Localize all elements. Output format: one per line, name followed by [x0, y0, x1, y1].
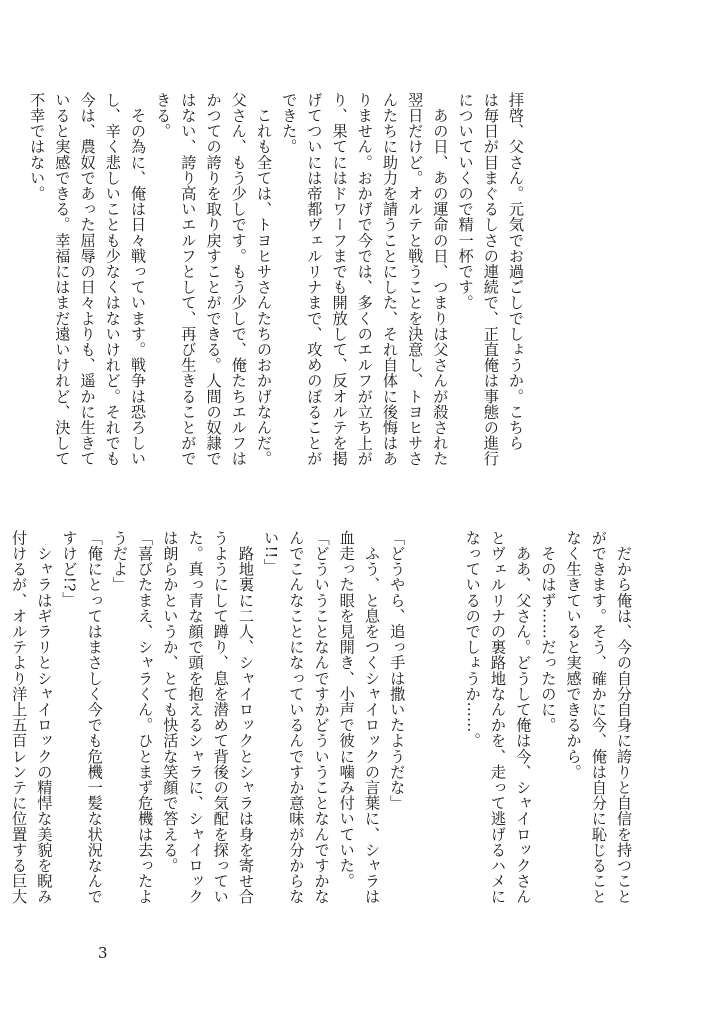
text-column: とヴェルリナの裏路地なんかを、走って逃げるハメに [488, 530, 507, 905]
text-column: は朗らかというか、とても快活な笑顔で答える。 [161, 530, 180, 874]
text-column: 「どうやら、追っ手は撒いたようだな」 [388, 530, 407, 811]
text-column: いると実感できる。幸福にはまだ遠いけれど、決して [53, 92, 72, 467]
text-column: できた。 [280, 92, 299, 155]
text-column: だから俺は、今の自分自身に誇りと自信を持つこと [615, 530, 633, 905]
text-column: た。真っ青な顔で頭を抱えるシャラに、シャイロック [186, 530, 205, 905]
page-number: 3 [98, 944, 108, 962]
text-column: うようにして蹲り、息を潜めて背後の気配を探ってい [211, 530, 230, 905]
text-column: 不幸ではない。 [28, 92, 47, 202]
text-block-bottom [10, 530, 636, 934]
text-column: ああ、父さん。どうして俺は今、シャイロックさん [514, 530, 533, 905]
text-column: なく生きていると実感できるから。 [564, 530, 583, 780]
text-column: は毎日が目まぐるしさの連続で、正直俺は事態の進行 [481, 92, 500, 467]
text-column: 拝啓、父さん。元気でお過ごしでしょうか。こちら [507, 92, 525, 451]
text-column: 「喜びたまえ、シャラくん。ひとまず危機は去ったよ [136, 530, 155, 905]
text-column: シャラはギラリとシャイロックの精悍な美貌を睨み [35, 530, 54, 905]
text-column: その為に、俺は日々戦っています。戦争は恐ろしい [128, 92, 147, 467]
text-column: り、果てにはドワーフまでも開放して、反オルテを掲 [330, 92, 349, 467]
text-column: そのはず……だったのに。 [539, 530, 558, 733]
text-column: げてついには帝都ヴェルリナまで、攻めのぼることが [305, 92, 324, 467]
text-column: なっているのでしょうか……。 [463, 530, 482, 749]
text-column: 付けるが、オルテより洋上五百レンテに位置する巨大 [10, 530, 29, 905]
text-column: はない、誇り高いエルフとして、再び生きることがで [179, 92, 198, 467]
text-column: かつての誇りを取り戻すことができる。人間の奴隷で [204, 92, 223, 467]
text-column: ふう、と息をつくシャイロックの言葉に、シャラは [362, 530, 381, 905]
text-column [409, 530, 434, 934]
text-column: すけど!?」 [60, 530, 79, 608]
text-column: んでこんなことになっているんですか意味が分からな [287, 530, 306, 905]
text-column: し、辛く悲しいことも少なくはないけれど。それでも [103, 92, 122, 467]
text-column: 「どういうことなんですかどういうことなんですかな [312, 530, 331, 905]
text-column: についていくので精一杯です。 [456, 92, 475, 311]
text-column: んたちに助力を請うことにした、それ自体に後悔はあ [380, 92, 399, 467]
text-column: 父さん、もう少しです。もう少しで、俺たちエルフは [229, 92, 248, 467]
text-column: りません。おかげで今では、多くのエルフが立ち上が [355, 92, 374, 467]
text-column: 翌日だけど。オルテと戦うことを決意し、トヨヒサさ [406, 92, 425, 467]
text-column: これも全ては、トヨヒサさんたちのおかげなんだ。 [254, 92, 273, 467]
text-column: あの日、あの運命の日、つまりは父さんが殺された [431, 92, 450, 467]
text-block-top [28, 92, 528, 496]
text-column: い!!」 [262, 530, 281, 575]
text-column: ができます。そう、確かに今、俺は自分に恥じること [589, 530, 608, 905]
text-column: 路地裏に二人、シャイロックとシャラは身を寄せ合 [236, 530, 255, 905]
text-column: きる。 [154, 92, 173, 139]
text-column [434, 530, 459, 934]
text-column: 血走った眼を見開き、小声で彼に噛み付いていた。 [337, 530, 356, 889]
text-column: うだよ」 [110, 530, 129, 593]
text-column: 「俺にとってはまさしく今でも危機一髪な状況なんで [85, 530, 104, 905]
text-column: 今は、農奴であった屈辱の日々よりも、遥かに生きて [78, 92, 97, 467]
